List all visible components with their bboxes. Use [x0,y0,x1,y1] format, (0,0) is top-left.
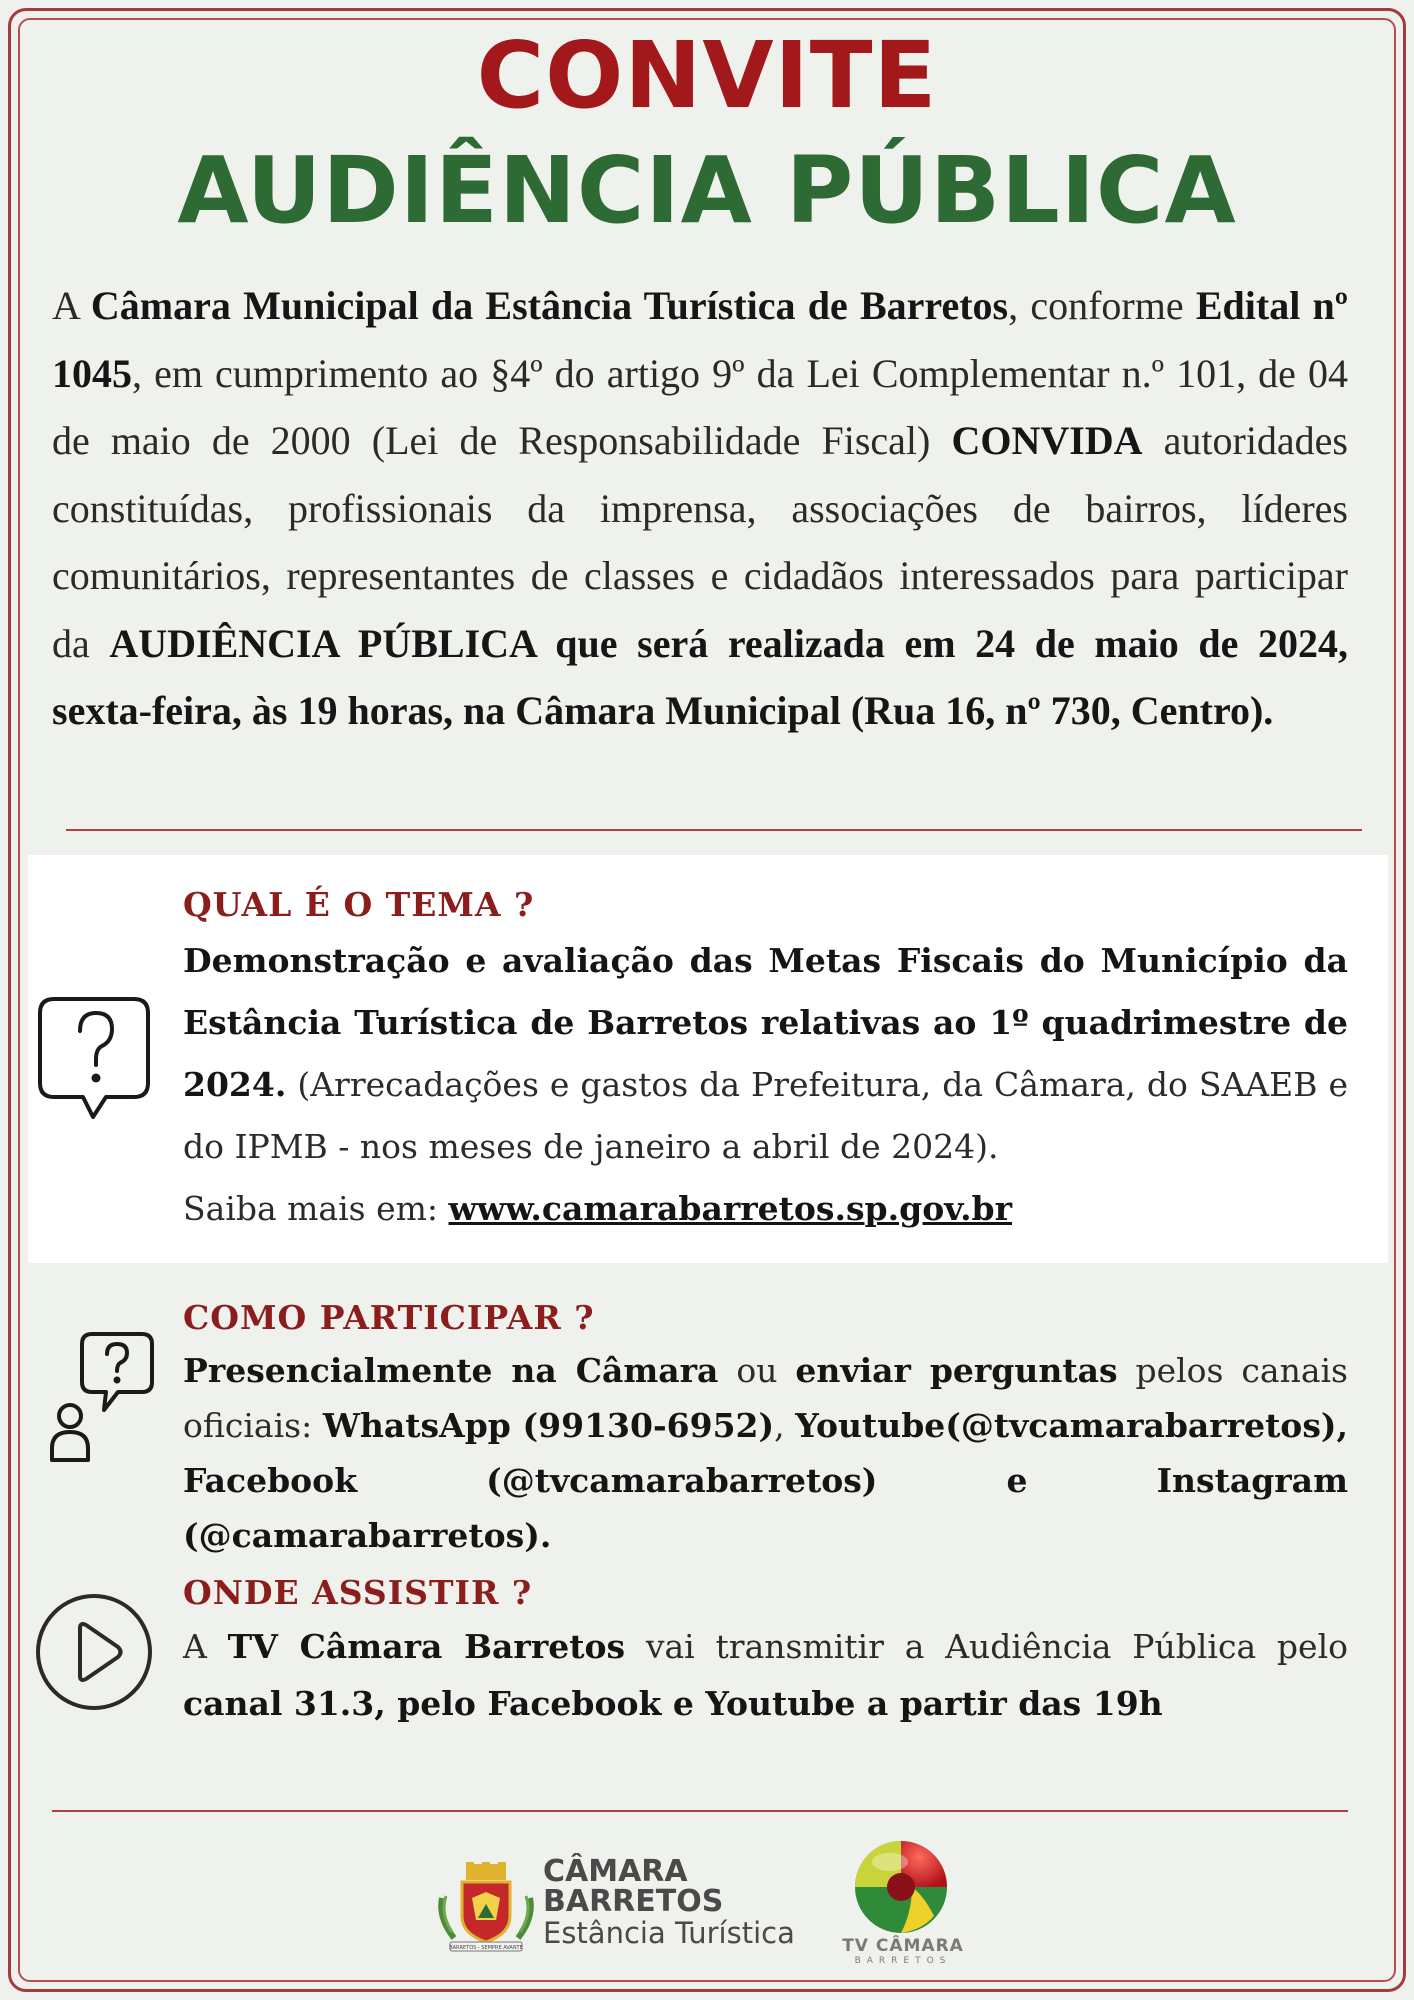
participar-body [183,1343,1348,1563]
tema-text: (Arrecadações e gastos da Prefeitura, da Câmara, do SAAEB e do IPMB - nos meses de janeiro a abril de 2024). [183,1065,1348,1166]
intro-text: , em cumprimento ao §4º do artigo 9º da Lei Complementar n.º 101, de 04 de maio de 2000 (Lei de Responsabilidade Fiscal) [52,350,1348,463]
divider-top [66,829,1362,831]
intro-bold: Edital nº 1045 [52,283,1349,396]
tv-camara-logo-icon [852,1838,950,1936]
city-crest-icon [436,1858,536,1956]
tema-more [183,1178,1348,1240]
participar-text: pelos canais oficiais: [183,1351,1348,1445]
logo-line1: CÂMARA [543,1854,688,1889]
tema-more-label: Saiba mais em: [183,1189,449,1228]
tema-body [183,930,1348,1178]
person-question-icon [48,1330,158,1465]
assistir-heading: ONDE ASSISTIR ? [183,1573,533,1612]
logo-line2: BARRETOS [543,1884,724,1919]
participar-heading: COMO PARTICIPAR ? [183,1298,595,1337]
participar-text: ou [718,1351,796,1390]
intro-bold: Câmara Municipal da Estância Turística de Barretos [90,283,1009,328]
participar-bold: Presencialmente na Câmara [183,1351,719,1390]
logo-line3: Estância Turística [543,1916,795,1950]
intro-text: autoridades constituídas, profissionais da imprensa, associações de bairros, líderes comunitários, representantes de classes e cidadãos interessados para participar da [52,418,1349,666]
speech-question-icon [36,995,156,1125]
website-link[interactable]: www.camarabarretos.sp.gov.br [448,1189,1013,1228]
assistir-bold: canal 31.3, pelo Facebook e Youtube a partir das 19h [183,1684,1163,1723]
participar-section [183,1293,1348,1563]
participar-bold: WhatsApp (99130-6952) [322,1406,775,1445]
tema-bold: Demonstração e avaliação das Metas Fiscais do Município da Estância Turística de Barretos relativas ao 1º quadrimestre de 2024. [183,941,1348,1104]
intro-text: A [52,283,91,328]
intro-text: , conforme [1008,283,1196,328]
crest-motto: BARRETOS - SEMPRE AVANTE [449,1945,523,1951]
tema-section [183,880,1348,1240]
intro-bold: CONVIDA [951,418,1143,463]
title-audiencia-publica: AUDIÊNCIA PÚBLICA [177,137,1237,244]
tv-label-line1: TV CÂMARA [842,1936,964,1956]
assistir-body [183,1618,1348,1732]
assistir-text: vai transmitir a Audiência Pública pelo [625,1627,1349,1666]
divider-bottom [52,1810,1348,1812]
intro-bold: AUDIÊNCIA PÚBLICA que será realizada em 24 de maio de 2024, sexta-feira, às 19 horas, na Câmara Municipal (Rua 16, nº 730, Centro). [52,620,1348,733]
tema-heading: QUAL É O TEMA ? [183,885,535,924]
participar-bold: Youtube(@tvcamarabarretos), Facebook (@tvcamarabarretos) e Instagram (@camarabarretos). [183,1406,1348,1555]
participar-bold: enviar perguntas [795,1351,1118,1390]
play-icon [34,1592,154,1712]
tv-label-line2: BARRETOS [854,1956,952,1966]
title-convite: CONVITE [476,22,938,129]
assistir-text: A [183,1627,228,1666]
tv-camara-label [838,1938,968,1966]
camara-logo-text [543,1854,795,1950]
participar-text: , [774,1406,796,1445]
assistir-section [183,1568,1348,1732]
assistir-bold: TV Câmara Barretos [227,1627,626,1666]
intro-paragraph [52,272,1348,745]
